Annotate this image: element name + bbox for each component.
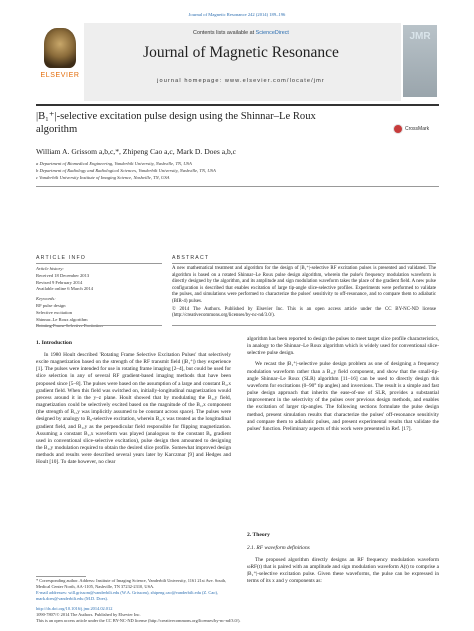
abstract-body [172,266,436,320]
publication-footer [36,606,439,624]
theory-heading: 2. Theory [247,532,270,538]
contents-prefix: Contents lists available at [193,30,256,36]
issn-line: 1090-7807/© 2014 The Authors. Published by Elsevier Inc. [36,612,141,617]
history-label: Article history: [36,266,64,271]
keywords-label: Keywords: [36,296,56,302]
article-title-line-1: |B₁⁺|-selective excitation pulse design using the Shinnar–Le Roux [36,111,316,122]
intro-continuation: algorithm has been reported to design the pulses to meet target slice profile characteristics, in analogy to the Shinnar–Le Roux algorithm which is widely used for conventional slice-selective pulse design. [247,336,439,357]
homepage-prefix: journal homepage: [157,78,225,84]
journal-title: Journal of Magnetic Resonance [143,44,339,61]
article-title [36,110,376,136]
journal-reference[interactable]: Journal of Magnetic Resonance 242 (2014) 189–196 [188,12,286,17]
publisher-name: ELSEVIER [40,72,80,79]
header-divider [36,104,439,106]
affiliation-b: b Department of Radiology and Radiological Sciences, Vanderbilt University, Nashville, TN, USA [36,168,216,173]
introduction-paragraph: In 1980 Hoult described 'Rotating Frame Selective Excitation Pulses' that selectively excite magnetization based on the strength of the RF transmit field (|B₁⁺|) they experience [1]. The pulses were intended for use in rotating frame imaging [2–4], but could be used for slice selection in any of several RF gradient-based imaging methods that have been proposed since [5–8]. The pulses were based on the assumption of a large and constant B₁,x gradient field. When this field was switched on, initially-longitudinal magnetization would precess around it in the y–z plane. Hoult showed that by modulating the B₁,y field, magnetization could be selectively excited based on the magnitude of the B₁,x component (the strength of B₁,y was implicitly assumed to be constant across space). The pulses were designed by analogy to B₀-selective excitation, wherein B₁,x was treated as the longitudinal gradient field, and B₁,y as the perpendicular field responsible for flipping magnetization. Assuming a constant B₁,x waveform was played (analogous to the constant B₀ gradient used in conventional slice-selective excitation), pulse design then amounted to designing the B₁,y modulation required to obtain the desired slice profile. Somewhat improved design methods and results were described several years later by Karczmar [9] and Hedges and Hoult [10]. To date however, no clear [36,352,231,466]
doi-link[interactable]: http://dx.doi.org/10.1016/j.jmr.2014.02.012 [36,606,113,611]
introduction-heading: 1. Introduction [36,340,72,346]
license-line[interactable]: This is an open access article under the CC BY-NC-ND license (http://creativecommons.org/licenses/by-nc-nd/3.0/). [36,618,241,623]
article-info-rule [36,263,162,264]
affiliation-divider [36,186,439,187]
homepage-url[interactable]: www.elsevier.com/locate/jmr [224,78,325,84]
keyword-item: Shinnar–Le Roux algorithm [36,316,88,322]
article-title-line-2: algorithm [36,124,78,135]
keyword-item: RF pulse design [36,302,66,308]
affiliation-a: a Department of Biomedical Engineering, Vanderbilt University, Nashville, TN, USA [36,161,192,166]
keyword-item: Selective excitation [36,309,73,315]
abstract-text: A new mathematical treatment and algorithm for the design of |B₁⁺|-selective RF excitation pulses is presented and validated. The algorithm is based on a rotated Shinnar–Le Roux pulse design algorithm, wherein the pulse's frequency modulation waveform is directly designed by the algorithm, and its amplitude and sign modulation waveform takes the place of the gradient field. A new pulse configuration is described that enables excitation of large tip-angle slice-selective profiles. Experiments were performed to validate the pulses, and simulations were performed to characterize the pulses' sensitivity to off-resonance, and to compare them to adiabatic (BIR-4) pulses. [172,266,436,304]
crossmark-label[interactable]: CrossMark [405,126,430,132]
history-online: Available online 6 March 2014 [36,286,94,292]
journal-homepage [86,78,396,84]
footnotes [36,578,231,602]
abstract-rule [172,263,436,264]
theory-text: The proposed algorithm directly designs an RF frequency modulation waveform ωRF(t) that is paired with an amplitude and sign modulation waveform A(t) to comprise a |B₁⁺|-selective excitation pulse. Given these waveforms, the pulse can be expressed in terms of its x and y components as: [247,557,439,585]
rf-waveform-subheading: 2.1. RF waveform definitions [247,545,310,551]
cover-logo-text: JMR [409,31,431,42]
footnote-rule [36,576,86,577]
intro-paragraph-2: We recast the |B₁⁺|-selective pulse design problem as one of designing a frequency modulation waveform rather than a B₁,y field component, and show that the small-tip-angle Shinnar–Le Roux (SLR) algorithm [11–16] can be used to directly design this waveform for excitations (0–90° tip angles) and inversions. The result is a simple and fast pulse design approach that inherits the ease-of-use of SLR, provides a substantial improvement in the selectivity of the pulses over previous design methods, and enables the excitation of larger tip-angles. The following sections formulate the pulse design method, present simulation results that characterize the pulses' off-resonance sensitivity and compare them to adiabatic pulses, and present experimental results that validate the pulses' function. Preliminary aspects of this work were presented in Ref. [17]. [247,361,439,432]
abstract-bottom-rule [172,325,436,326]
sciencedirect-link[interactable]: ScienceDirect [255,30,289,36]
abstract-heading: ABSTRACT [172,255,210,261]
elsevier-tree-logo [44,28,76,68]
article-info-bottom-rule [36,325,162,326]
corresponding-author-note: * Corresponding author. Address: Institute of Imaging Science, Vanderbilt University, 1161 21st Ave. South, Medical Center North, AA-1105, Nashville, TN 37232-2310, USA. [36,578,227,589]
introduction-left-column [36,352,231,467]
introduction-right-column [247,336,439,433]
contents-line [86,30,396,36]
author-list: William A. Grissom a,b,c,*, Zhipeng Cao a,c, Mark D. Does a,b,c [36,147,237,156]
abstract-copyright: © 2014 The Authors. Published by Elsevier Inc. This is an open access article under the CC BY-NC-ND license (http://creativecommons.org/licenses/by-nc-nd/3.0/). [172,306,436,319]
affiliation-c: c Vanderbilt University Institute of Imaging Science, Nashville, TN, USA [36,175,170,180]
history-revised: Revised 9 February 2014 [36,279,83,285]
article-info-heading: ARTICLE INFO [36,255,87,261]
email-addresses[interactable]: E-mail addresses: will.grissom@vanderbilt.edu (W.A. Grissom), zhipeng.cao@vanderbilt.edu (Z. Cao), mark.does@vanderbilt.edu (M.D. Does). [36,590,219,601]
article-info-block [36,266,162,330]
history-received: Received 18 December 2013 [36,272,90,278]
crossmark-icon[interactable] [393,124,403,134]
theory-paragraph [247,557,439,586]
